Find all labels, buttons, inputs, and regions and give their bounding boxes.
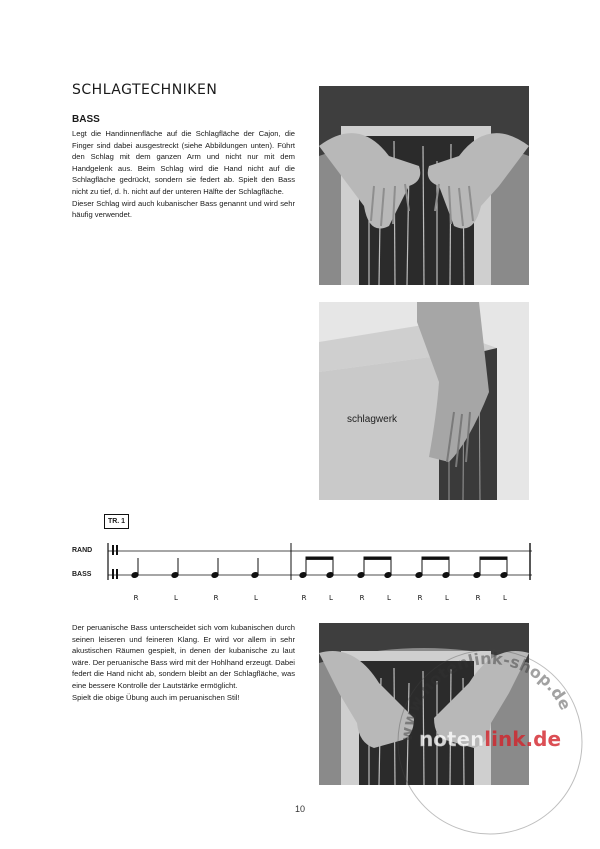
sticking-letter: R — [301, 594, 307, 602]
watermark-center-suffix: link.de — [484, 727, 562, 751]
cajon-brand: schlagwerk — [347, 414, 398, 425]
sticking-letter: L — [387, 594, 391, 602]
watermark-ring: www.notenlink-shop.de — [396, 648, 576, 743]
paragraph: Der peruanische Bass unterscheidet sich vom kubanischen durch seinen leiseren und feineren Klang. Er wird vor allem in sehr akustischen Räumen gespielt, in denen der kubanische zu laut wäre. Der peruanische Bass wird mit der Hohlhand erzeugt. Dabei federt die Hand nicht ab, sondern bleibt an der Schlagfläche, was eine bessere Kontrolle der Lautstärke ermöglicht. — [72, 623, 295, 690]
peruvian-bass-description — [72, 622, 295, 703]
sticking-letter: R — [213, 594, 219, 602]
sticking-letter: L — [503, 594, 507, 602]
sticking-letter: R — [359, 594, 365, 602]
sticking-letter: L — [445, 594, 449, 602]
paragraph: Spielt die obige Übung auch im peruanischen Stil! — [72, 692, 240, 702]
paragraph: Legt die Handinnenfläche auf die Schlagfläche der Cajon, die Finger sind dabei ausgestreckt (siehe Abbildungen unten). Führt den Schlag mit dem ganzen Arm und nicht nur mit dem Handgelenk aus. Beim Schlag wird die Hand nicht auf die Schlagfläche gedrückt, sondern sie federt ab. Spielt den Bass nicht zu tief, d. h. nicht auf der unteren Hälfte der Schlagfläche. — [72, 129, 295, 196]
watermark-stamp — [390, 642, 590, 842]
subheading: BASS — [72, 114, 100, 125]
rhythm-notation — [100, 538, 540, 608]
page-number: 10 — [294, 804, 305, 814]
staff-label-rand: RAND — [72, 547, 93, 554]
section-title: SCHLAGTECHNIKEN — [72, 82, 218, 98]
sticking-letter: L — [329, 594, 333, 602]
sticking-letter: R — [417, 594, 423, 602]
svg-text:notenlink.de — [419, 727, 561, 751]
sticking-letter: L — [254, 594, 258, 602]
paragraph: Dieser Schlag wird auch kubanischer Bass genannt und wird sehr häufig verwendet. — [72, 198, 295, 220]
sticking-letter: R — [475, 594, 481, 602]
sticking-letter: R — [133, 594, 139, 602]
sticking-letter: L — [174, 594, 178, 602]
bass-description — [72, 128, 295, 221]
photo-bass-front — [319, 86, 529, 285]
watermark-center-prefix: noten — [418, 727, 485, 751]
track-label: TR. 1 — [104, 514, 129, 529]
photo-bass-side — [319, 302, 529, 500]
staff-label-bass: BASS — [72, 571, 92, 578]
